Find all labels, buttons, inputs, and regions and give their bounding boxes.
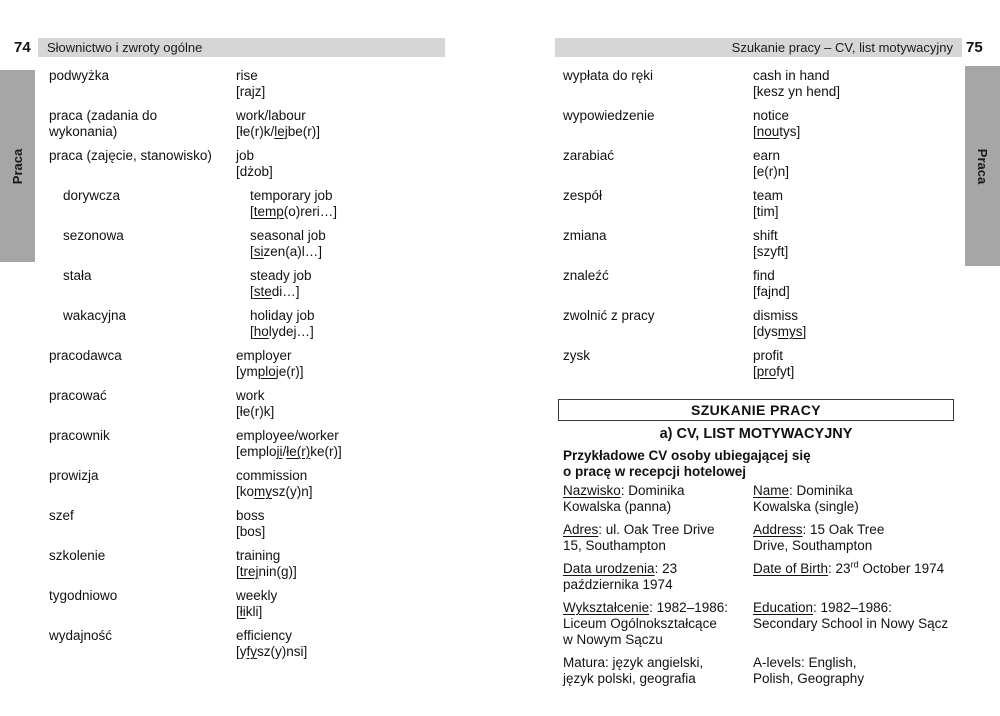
cv-cell-english (753, 561, 960, 593)
phonetic-transcription: [trejnin(g)] (236, 564, 297, 579)
dictionary-entry (49, 428, 489, 460)
term-polish (63, 188, 250, 220)
term-english-word: team (753, 188, 784, 203)
term-polish-line: pracować (49, 388, 107, 403)
dictionary-entry (49, 348, 489, 380)
header-title-right: Szukanie pracy – CV, list motywacyjny (731, 40, 953, 55)
term-polish-line: praca (zadania do (49, 108, 158, 123)
term-polish (563, 68, 753, 100)
term-polish (63, 268, 250, 300)
cv-row (563, 655, 960, 687)
cv-line: października 1974 (563, 577, 673, 592)
term-english (236, 428, 489, 460)
dictionary-entries-right (563, 68, 960, 388)
cv-line: w Nowym Sączu (563, 632, 663, 647)
term-polish (49, 108, 236, 140)
term-polish-line: wypłata do ręki (563, 68, 654, 83)
dictionary-entry (49, 108, 489, 140)
term-english (753, 188, 960, 220)
term-english-word: profit (753, 348, 784, 363)
term-polish (63, 308, 250, 340)
term-polish (49, 428, 236, 460)
cv-line: język polski, geografia (563, 671, 696, 686)
term-polish (49, 468, 236, 500)
term-polish (49, 588, 236, 620)
page-number-right: 75 (966, 39, 983, 56)
phonetic-transcription: [łe(r)k/lejbe(r)] (236, 124, 321, 139)
phonetic-transcription: [szyft] (753, 244, 789, 259)
dictionary-entry (49, 68, 489, 100)
term-polish-line: zmiana (563, 228, 607, 243)
term-english (250, 308, 489, 340)
dictionary-entry (563, 268, 960, 300)
section-tab-left-label: Praca (10, 148, 26, 184)
term-english-word: find (753, 268, 775, 283)
term-polish-line: tygodniowo (49, 588, 118, 603)
dictionary-entry (49, 548, 489, 580)
term-english-word: shift (753, 228, 778, 243)
dictionary-entry (49, 508, 489, 540)
term-polish (563, 308, 753, 340)
term-polish-line: zwolnić z pracy (563, 308, 655, 323)
dictionary-entry (563, 188, 960, 220)
term-polish (63, 228, 250, 260)
cv-cell-english (753, 522, 960, 554)
term-english-word: boss (236, 508, 265, 523)
term-polish (563, 108, 753, 140)
term-polish (49, 548, 236, 580)
term-english (236, 388, 489, 420)
term-english-word: weekly (236, 588, 278, 603)
dictionary-entry (563, 148, 960, 180)
cv-line: 15, Southampton (563, 538, 666, 553)
phonetic-transcription: [rajz] (236, 84, 266, 99)
section-tab-right-label: Praca (975, 148, 991, 184)
phonetic-transcription: [dżob] (236, 164, 273, 179)
dictionary-entries-left (49, 68, 489, 668)
dictionary-entry (49, 628, 489, 660)
term-polish (563, 188, 753, 220)
page-number-left: 74 (14, 39, 31, 56)
term-english (236, 508, 489, 540)
section-title-box: SZUKANIE PRACY (558, 399, 954, 421)
term-english-word: employer (236, 348, 292, 363)
term-english (753, 228, 960, 260)
term-english-word: rise (236, 68, 258, 83)
term-english (753, 348, 960, 380)
term-english (250, 228, 489, 260)
header-bar-left (38, 38, 445, 57)
cv-row (563, 522, 960, 554)
dictionary-entry (563, 228, 960, 260)
term-polish-line: podwyżka (49, 68, 110, 83)
term-polish-line: praca (zajęcie, stanowisko) (49, 148, 212, 163)
term-polish-line: zysk (563, 348, 590, 363)
cv-line: Address: 15 Oak Tree (753, 522, 885, 537)
term-english-word: seasonal job (250, 228, 326, 243)
term-polish (563, 348, 753, 380)
term-english (236, 588, 489, 620)
cv-line: Wykształcenie: 1982–1986: (563, 600, 728, 615)
phonetic-transcription: [holydej…] (250, 324, 314, 339)
term-polish-line: dorywcza (63, 188, 121, 203)
term-english (236, 148, 489, 180)
cv-cell-polish (563, 522, 753, 554)
dictionary-entry (49, 588, 489, 620)
cv-line: Liceum Ogólnokształcące (563, 616, 717, 631)
phonetic-transcription: [emploji/łe(r)ke(r)] (236, 444, 342, 459)
dictionary-entry (49, 388, 489, 420)
cv-line: A-levels: English, (753, 655, 857, 670)
term-english-word: earn (753, 148, 781, 163)
cv-cell-polish (563, 655, 753, 687)
cv-line: Adres: ul. Oak Tree Drive (563, 522, 715, 537)
term-polish-line: sezonowa (63, 228, 124, 243)
term-polish (49, 628, 236, 660)
phonetic-transcription: [łikli] (236, 604, 263, 619)
cv-row (563, 600, 960, 648)
section-tab-right (965, 66, 1000, 266)
term-english (236, 628, 489, 660)
section-tab-left (0, 70, 35, 262)
dictionary-entry (563, 308, 960, 340)
phonetic-transcription: [noutys] (753, 124, 801, 139)
term-english-word: holiday job (250, 308, 315, 323)
cv-line: Matura: język angielski, (563, 655, 704, 670)
section-intro-line: o pracę w recepcji hotelowej (563, 464, 747, 479)
term-polish-line: wydajność (49, 628, 113, 643)
term-polish (563, 268, 753, 300)
cv-line: Name: Dominika (753, 483, 853, 498)
cv-line: Polish, Geography (753, 671, 865, 686)
dictionary-entry (49, 228, 489, 260)
header-bar-right (555, 38, 962, 57)
cv-line: Data urodzenia: 23 (563, 561, 678, 576)
phonetic-transcription: [profyt] (753, 364, 795, 379)
term-english-word: steady job (250, 268, 312, 283)
term-english-word: training (236, 548, 281, 563)
cv-line: Nazwisko: Dominika (563, 483, 685, 498)
phonetic-transcription: [łe(r)k] (236, 404, 275, 419)
term-english (753, 308, 960, 340)
cv-cell-polish (563, 483, 753, 515)
term-polish (49, 148, 236, 180)
phonetic-transcription: [tim] (753, 204, 779, 219)
term-english-word: commission (236, 468, 308, 483)
term-polish (49, 508, 236, 540)
term-english (236, 348, 489, 380)
phonetic-transcription: [e(r)n] (753, 164, 790, 179)
dictionary-entry (563, 68, 960, 100)
term-polish (563, 148, 753, 180)
term-english (236, 548, 489, 580)
phonetic-transcription: [sizen(a)l…] (250, 244, 323, 259)
term-english-word: dismiss (753, 308, 799, 323)
term-polish-line: prowizja (49, 468, 99, 483)
term-english (753, 268, 960, 300)
cv-cell-polish (563, 561, 753, 593)
cv-line: Education: 1982–1986: (753, 600, 892, 615)
term-polish (49, 348, 236, 380)
term-polish-line: stała (63, 268, 92, 283)
term-english (753, 108, 960, 140)
phonetic-transcription: [stedi…] (250, 284, 300, 299)
cv-row (563, 561, 960, 593)
term-english (753, 148, 960, 180)
term-polish-line: pracodawca (49, 348, 122, 363)
term-english-word: work/labour (236, 108, 306, 123)
term-english-word: employee/worker (236, 428, 339, 443)
dictionary-entry (563, 348, 960, 380)
term-polish (49, 68, 236, 100)
term-polish-line: pracownik (49, 428, 110, 443)
term-polish-line: szef (49, 508, 74, 523)
phonetic-transcription: [ymploje(r)] (236, 364, 304, 379)
dictionary-entry (49, 308, 489, 340)
cv-cell-english (753, 483, 960, 515)
term-polish-line: wykonania) (49, 124, 118, 139)
phonetic-transcription: [dysmys] (753, 324, 807, 339)
term-polish-line: wypowiedzenie (563, 108, 655, 123)
phonetic-transcription: [kesz yn hend] (753, 84, 841, 99)
term-polish-line: wakacyjna (63, 308, 127, 323)
term-english-word: notice (753, 108, 790, 123)
term-english (250, 188, 489, 220)
phonetic-transcription: [bos] (236, 524, 266, 539)
cv-cell-polish (563, 600, 753, 648)
phonetic-transcription: [temp(o)reri…] (250, 204, 338, 219)
term-polish (563, 228, 753, 260)
cv-row (563, 483, 960, 515)
term-english (236, 468, 489, 500)
cv-cell-english (753, 655, 960, 687)
dictionary-entry (49, 148, 489, 180)
dictionary-entry (49, 468, 489, 500)
cv-cell-english (753, 600, 960, 648)
term-polish-line: szkolenie (49, 548, 106, 563)
dictionary-entry (563, 108, 960, 140)
term-english-word: job (236, 148, 255, 163)
dictionary-entry (49, 268, 489, 300)
term-english-word: work (236, 388, 265, 403)
section-intro (563, 448, 960, 480)
cv-line: Drive, Southampton (753, 538, 873, 553)
term-english-word: cash in hand (753, 68, 830, 83)
term-polish-line: zespół (563, 188, 603, 203)
dictionary-entry (49, 188, 489, 220)
term-polish-line: znaleźć (563, 268, 609, 283)
cv-line: Date of Birth: 23rd October 1974 (753, 559, 945, 576)
term-english (250, 268, 489, 300)
term-english (753, 68, 960, 100)
cv-line: Secondary School in Nowy Sącz (753, 616, 949, 631)
phonetic-transcription: [komysz(y)n] (236, 484, 313, 499)
cv-line: Kowalska (panna) (563, 499, 672, 514)
term-english (236, 68, 489, 100)
cv-table (563, 483, 960, 694)
section-intro-line: Przykładowe CV osoby ubiegającej się (563, 448, 811, 463)
phonetic-transcription: [yfysz(y)nsi] (236, 644, 308, 659)
cv-line: Kowalska (single) (753, 499, 859, 514)
term-polish (49, 388, 236, 420)
term-english (236, 108, 489, 140)
term-english-word: efficiency (236, 628, 293, 643)
term-english-word: temporary job (250, 188, 333, 203)
section-subtitle: a) CV, LIST MOTYWACYJNY (659, 426, 853, 442)
header-title-left: Słownictwo i zwroty ogólne (47, 40, 203, 55)
term-polish-line: zarabiać (563, 148, 615, 163)
phonetic-transcription: [fajnd] (753, 284, 790, 299)
